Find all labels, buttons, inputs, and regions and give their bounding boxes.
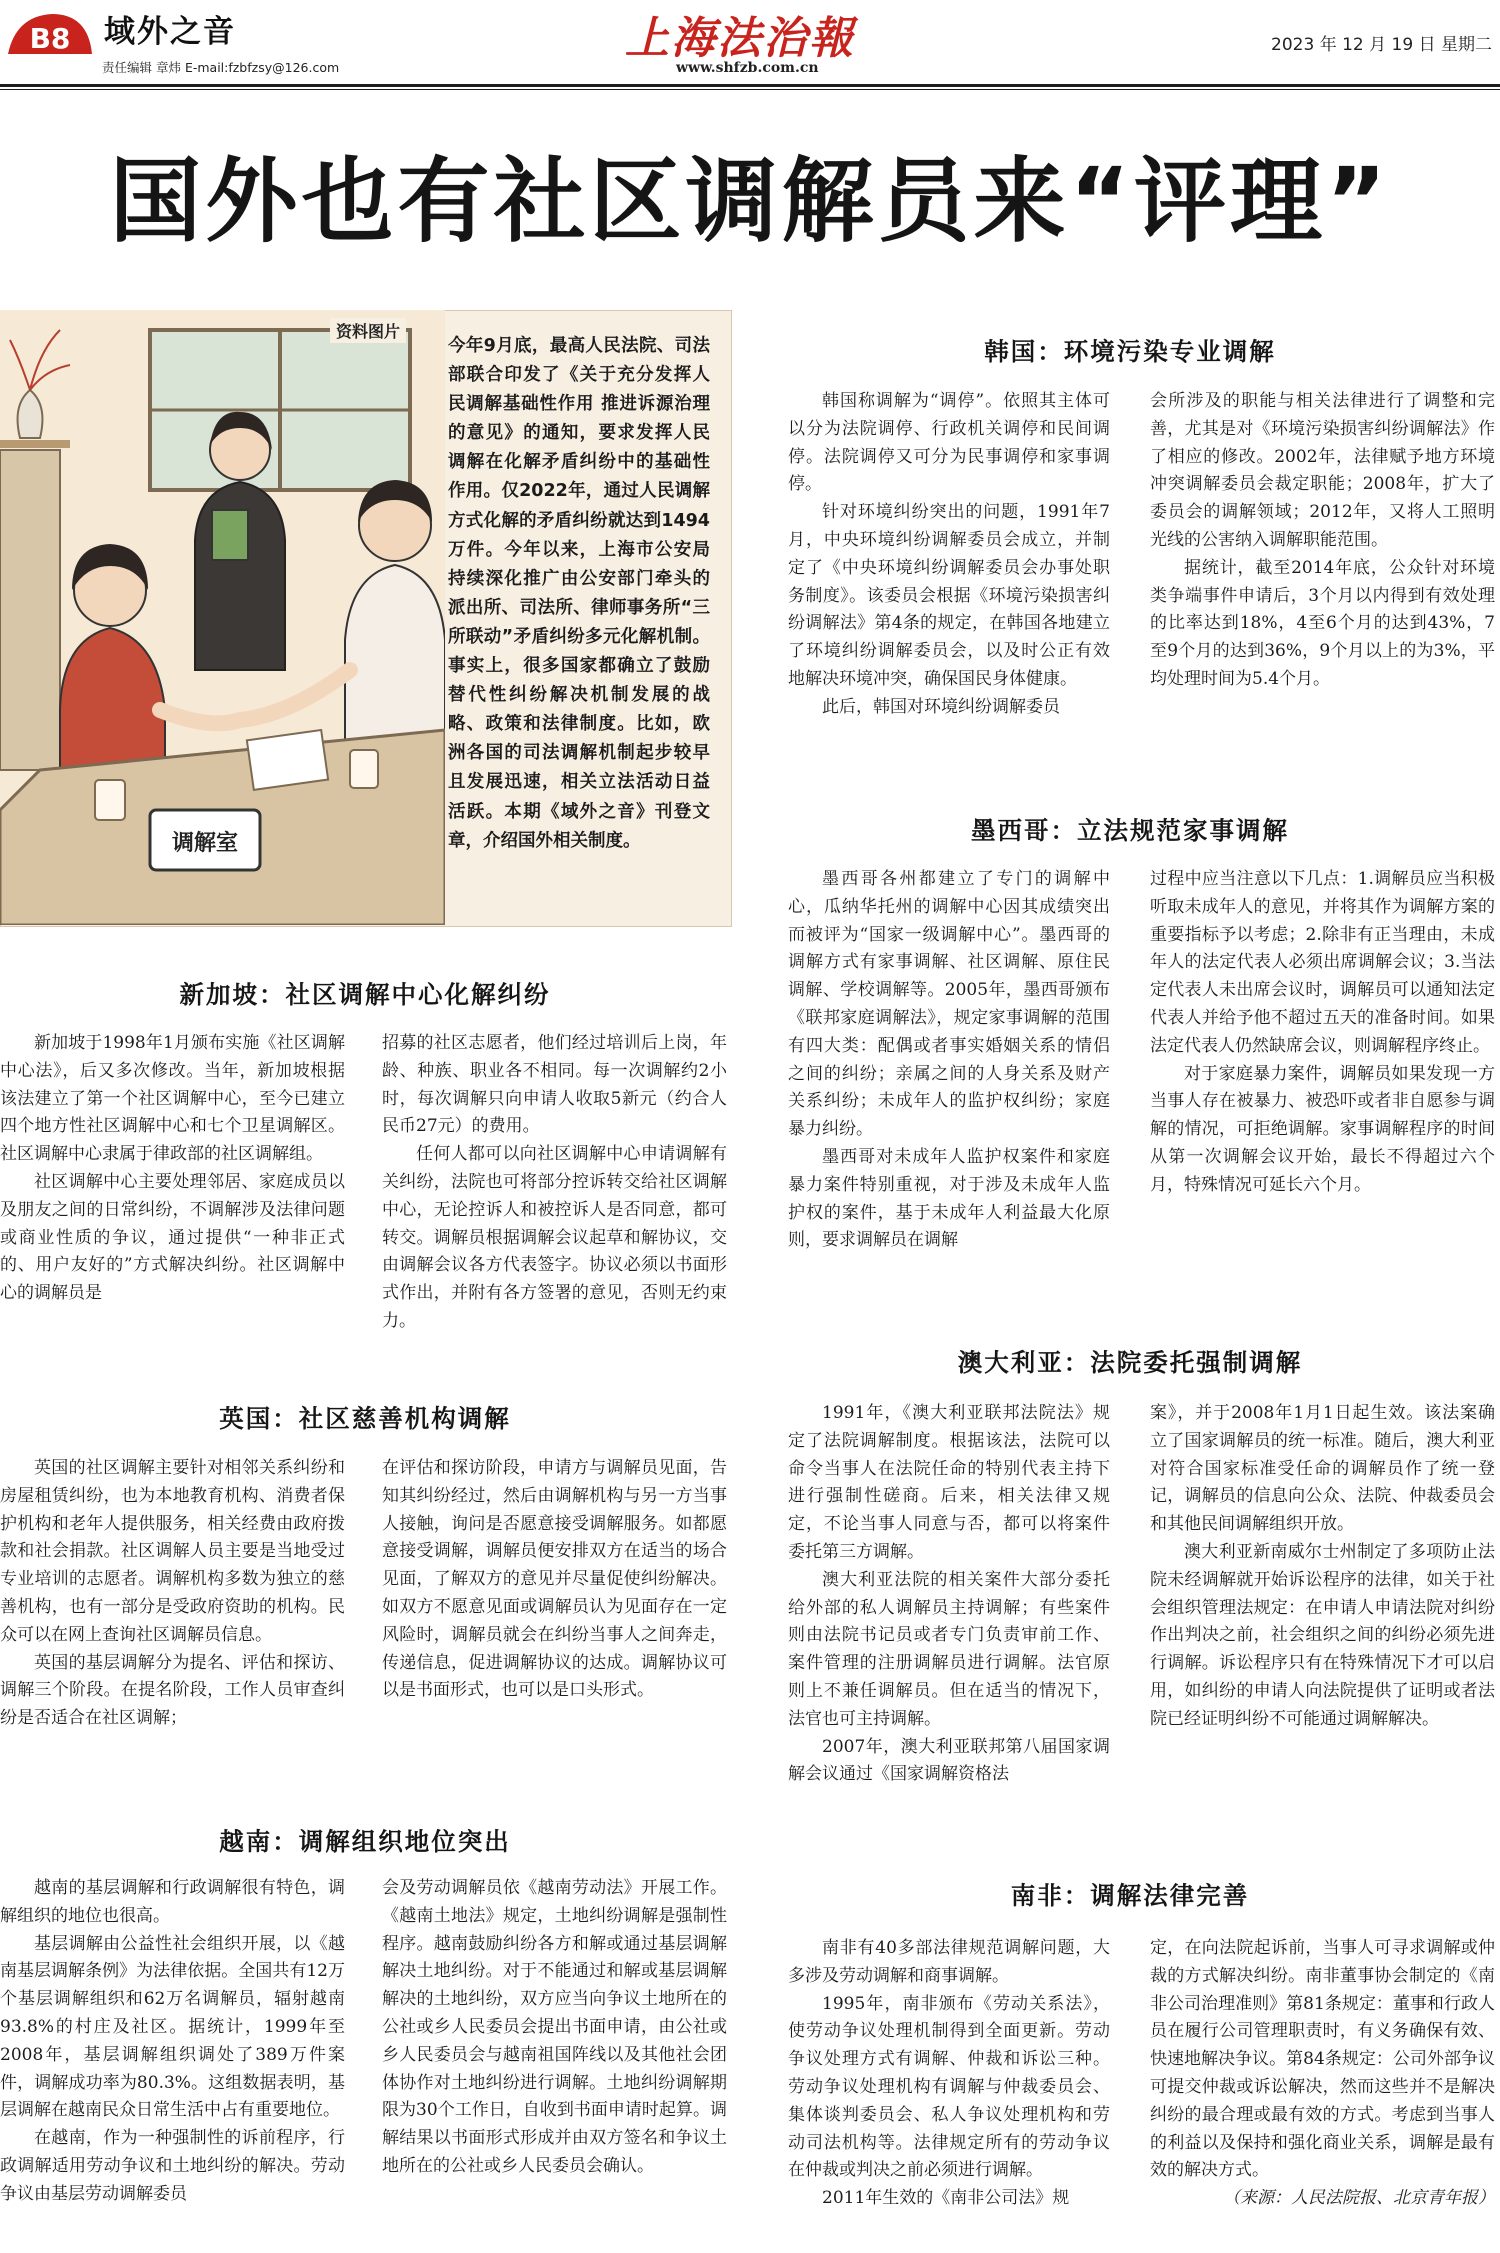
south-africa-column-2	[1150, 1935, 1495, 2213]
korea-column-2	[1150, 388, 1495, 694]
paragraph: 澳大利亚法院的相关案件大部分委托给外部的私人调解员主持调解；有些案件则由法院书记员或者专门负责审前工作、案件管理的注册调解员进行调解。法官原则上不兼任调解员。但在适当的情况下，法官也可主持调解。	[788, 1569, 1110, 1729]
paragraph: 澳大利亚新南威尔士州制定了多项防止法院未经调解就开始诉讼程序的法律，如关于社会组织管理法规定：在申请人申请法院对纠纷作出判决之前，社会组织之间的纠纷必须先进行调解。诉讼程序只有在特殊情况下才可以启用，如纠纷的申请人向法院提供了证明或者法院已经证明纠纷不可能通过调解解决。	[1150, 1541, 1495, 1729]
paragraph: 据统计，截至2014年底，公众针对环境类争端事件申请后，3个月以内得到有效处理的比率达到18%，4至6个月的达到43%，7至9个月的达到36%，9个月以上的为3%，平均处理时间为5.4个月。	[1150, 557, 1495, 689]
mexico-column-1	[788, 866, 1110, 1255]
mediation-room-sign: 调解室	[171, 831, 239, 856]
paragraph: 英国的基层调解分为提名、评估和探访、调解三个阶段。在提名阶段，工作人员审查纠纷是否适合在社区调解；	[0, 1652, 345, 1729]
image-caption: 资料图片	[330, 318, 406, 343]
paragraph: 社区调解中心主要处理邻居、家庭成员以及朋友之间的日常纠纷，不调解涉及法律问题或商业性质的争议，通过提供“一种非正式的、用户友好的”方式解决纠纷。社区调解中心的调解员是	[0, 1171, 345, 1304]
section-heading-south-africa: 南非：调解法律完善	[1010, 1881, 1250, 1910]
paragraph: 针对环境纠纷突出的问题，1991年7月，中央环境纠纷调解委员会成立，并制定了《中央环境纠纷调解委员会办事处职务制度》。该委员会根据《环境污染损害纠纷调解法》第4条的规定，在韩国各地建立了环境纠纷调解委员会，以及时公正有效地解决环境冲突，确保国民身体健康。	[788, 502, 1110, 689]
newspaper-masthead: 上海法治報	[625, 13, 855, 64]
section-heading-vietnam: 越南：调解组织地位突出	[219, 1827, 511, 1856]
section-heading-singapore: 新加坡：社区调解中心化解纠纷	[179, 980, 551, 1009]
paragraph: 在评估和探访阶段，申请方与调解员见面，告知其纠纷经过，然后由调解机构与另一方当事人接触，询问是否愿意接受调解服务。如都愿意接受调解，调解员便安排双方在适当的场合见面，了解双方的意见并尽量促使纠纷解决。如双方不愿意见面或调解员认为见面存在一定风险时，调解员就会在纠纷当事人之间奔走，传递信息，促进调解协议的达成。调解协议可以是书面形式，也可以是口头形式。	[382, 1458, 727, 1701]
paragraph: 招募的社区志愿者，他们经过培训后上岗，年龄、种族、职业各不相同。每一次调解约2小时，每次调解只向申请人收取5新元（约合人民币27元）的费用。	[382, 1033, 727, 1137]
paragraph: 越南的基层调解和行政调解很有特色，调解组织的地位也很高。	[0, 1878, 345, 1926]
singapore-column-1	[0, 1030, 345, 1308]
south-africa-column-1	[788, 1935, 1110, 2213]
paragraph: 对于家庭暴力案件，调解员如果发现一方当事人存在被暴力、被恐吓或者非自愿参与调解的情况，可拒绝调解。家事调解程序的时间从第一次调解会议开始，最长不得超过六个月，特殊情况可延长六个月。	[1150, 1063, 1495, 1195]
section-heading-mexico: 墨西哥：立法规范家事调解	[971, 816, 1289, 845]
uk-column-1	[0, 1455, 345, 1733]
paragraph: 韩国称调解为“调停”。依照其主体可以分为法院调停、行政机关调停和民间调停。法院调停又可分为民事调停和家事调停。	[788, 391, 1110, 495]
paragraph: 会及劳动调解员依《越南劳动法》开展工作。《越南土地法》规定，土地纠纷调解是强制性程序。越南鼓励纠纷各方和解或通过基层调解解决土地纠纷。对于不能通过和解或基层调解解决的土地纠纷，双方应当向争议土地所在的公社或乡人民委员会提出书面申请，由公社或乡人民委员会与越南祖国阵线以及其他社会团体协作对土地纠纷进行调解。土地纠纷调解期限为30个工作日，自收到书面申请时起算。调解结果以书面形式形成并由双方签名和争议土地所在的公社或乡人民委员会确认。	[382, 1878, 727, 2176]
article-title: 国外也有社区调解员来“评理”	[109, 148, 1391, 255]
vietnam-column-2	[382, 1875, 727, 2181]
paragraph: 1995年，南非颁布《劳动关系法》，使劳动争议处理机制得到全面更新。劳动争议处理方式有调解、仲裁和诉讼三种。劳动争议处理机构有调解与仲裁委员会、集体谈判委员会、私人争议处理机构和劳动司法机构等。法律规定所有的劳动争议在仲裁或判决之前必须进行调解。	[788, 1993, 1110, 2181]
paragraph: 过程中应当注意以下几点：1.调解员应当积极听取未成年人的意见，并将其作为调解方案的重要指标予以考虑；2.除非有正当理由，未成年人的法定代表人必须出席调解会议；3.当法定代表人未出席会议时，调解员可以通知法定代表人并给予他不超过五天的准备时间。如果法定代表人仍然缺席会议，则调解程序终止。	[1150, 869, 1495, 1056]
section-heading-korea: 韩国：环境污染专业调解	[984, 337, 1276, 366]
editor-line: 责任编辑 章炜 E-mail:fzbfzsy@126.com	[102, 60, 340, 75]
korea-column-1	[788, 388, 1110, 722]
paragraph: 墨西哥对未成年人监护权案件和家庭暴力案件特别重视，对于涉及未成年人监护权的案件，基于未成年人利益最大化原则，要求调解员在调解	[788, 1146, 1110, 1251]
paragraph: 基层调解由公益性社会组织开展，以《越南基层调解条例》为法律依据。全国共有12万个基层调解组织和62万名调解员，辐射越南93.8%的村庄及社区。据统计，1999年至2008年，基层调解组织调处了389万件案件，调解成功率为80.3%。这组数据表明，基层调解在越南民众日常生活中占有重要地位。	[0, 1933, 345, 2121]
header-rule	[0, 84, 1500, 87]
mediation-room-illustration	[0, 310, 445, 925]
paragraph: 在越南，作为一种强制性的诉前程序，行政调解适用劳动争议和土地纠纷的解决。劳动争议由基层劳动调解委员	[0, 2128, 345, 2204]
page-number-badge	[6, 8, 94, 60]
section-heading-australia: 澳大利亚：法院委托强制调解	[957, 1348, 1303, 1377]
article-intro: 今年9月底，最高人民法院、司法部联合印发了《关于充分发挥人民调解基础性作用 推进诉源治理的意见》的通知，要求发挥人民调解在化解矛盾纠纷中的基础性作用。仅2022年，通过人民调解方式化解的矛盾纠纷就达到1494万件。今年以来，上海市公安局持续深化推广由公安部门牵头的派出所、司法所、律师事务所“三所联动”矛盾纠纷多元化解机制。事实上，很多国家都确立了鼓励替代性纠纷解决机制发展的战略、政策和法律制度。比如，欧洲各国的司法调解机制起步较早且发展迅速，相关立法活动日益活跃。本期《域外之音》刊登文章，介绍国外相关制度。	[448, 336, 710, 851]
australia-column-2	[1150, 1400, 1495, 1734]
paragraph: 案》，并于2008年1月1日起生效。该法案确立了国家调解员的统一标准。随后，澳大利亚对符合国家标准受任命的调解员作了统一登记，调解员的信息向公众、法院、仲裁委员会和其他民间调解组织开放。	[1150, 1403, 1495, 1535]
paragraph: 此后，韩国对环境纠纷调解委员	[822, 696, 1060, 717]
paragraph: 2007年，澳大利亚联邦第八届国家调解会议通过《国家调解资格法	[788, 1736, 1110, 1785]
page-number-text: B8	[29, 22, 71, 55]
australia-column-1	[788, 1400, 1110, 1789]
mexico-column-2	[1150, 866, 1495, 1200]
paragraph: 任何人都可以向社区调解中心申请调解有关纠纷，法院也可将部分控诉转交给社区调解中心，无论控诉人和被控诉人是否同意，都可转交。调解员根据调解会议起草和解协议，交由调解会议各方代表签字。协议必须以书面形式作出，并附有各方签署的意见，否则无约束力。	[382, 1144, 727, 1331]
paragraph: 新加坡于1998年1月颁布实施《社区调解中心法》，后又多次修改。当年，新加坡根据该法建立了第一个社区调解中心，至今已建立四个地方性社区调解中心和七个卫星调解区。社区调解中心隶属于律政部的社区调解组。	[0, 1033, 345, 1165]
vietnam-column-1	[0, 1875, 345, 2209]
website-url: www.shfzb.com.cn	[676, 60, 819, 76]
paragraph: 1991年，《澳大利亚联邦法院法》规定了法院调解制度。根据该法，法院可以命令当事人在法院任命的特别代表主持下进行强制性磋商。后来，相关法律又规定，不论当事人同意与否，都可以将案件委托第三方调解。	[788, 1403, 1110, 1562]
paragraph: 英国的社区调解主要针对相邻关系纠纷和房屋租赁纠纷，也为本地教育机构、消费者保护机构和老年人提供服务，相关经费由政府拨款和社会捐款。社区调解人员主要是当地受过专业培训的志愿者。调解机构多数为独立的慈善机构，也有一部分是受政府资助的机构。民众可以在网上查询社区调解员信息。	[0, 1458, 345, 1645]
paragraph: 墨西哥各州都建立了专门的调解中心，瓜纳华托州的调解中心因其成绩突出而被评为“国家一级调解中心”。墨西哥的调解方式有家事调解、社区调解、原住民调解、学校调解等。2005年，墨西哥颁布《联邦家庭调解法》，规定家事调解的范围有四大类：配偶或者事实婚姻关系的情侣之间的纠纷；亲属之间的人身关系及财产关系纠纷；未成年人的监护权纠纷；家庭暴力纠纷。	[788, 869, 1110, 1140]
paragraph: 会所涉及的职能与相关法律进行了调整和完善，尤其是对《环境污染损害纠纷调解法》作了相应的修改。2002年，法律赋予地方环境冲突调解委员会裁定职能；2008年，扩大了委员会的调解领域；2012年，又将人工照明光线的公害纳入调解职能范围。	[1150, 391, 1495, 550]
issue-date: 2023 年 12 月 19 日 星期二	[1271, 35, 1492, 55]
uk-column-2	[382, 1455, 727, 1705]
paragraph: 2011年生效的《南非公司法》规	[822, 2188, 1070, 2209]
article-source: （来源：人民法院报、北京青年报）	[1223, 2188, 1495, 2209]
header-rule-thin	[0, 89, 1500, 90]
singapore-column-2	[382, 1030, 727, 1336]
section-name: 域外之音	[104, 14, 236, 50]
paragraph: 南非有40多部法律规范调解问题，大多涉及劳动调解和商事调解。	[788, 1938, 1110, 1986]
paragraph: 定，在向法院起诉前，当事人可寻求调解或仲裁的方式解决纠纷。南非董事协会制定的《南非公司治理准则》第81条规定：董事和行政人员在履行公司管理职责时，有义务确保有效、快速地解决争议。第84条规定：公司外部争议可提交仲裁或诉讼解决，然而这些并不是解决纠纷的最合理或最有效的方式。考虑到当事人的利益以及保持和强化商业关系，调解是最有效的解决方式。	[1150, 1938, 1495, 2181]
section-heading-uk: 英国：社区慈善机构调解	[219, 1404, 511, 1433]
